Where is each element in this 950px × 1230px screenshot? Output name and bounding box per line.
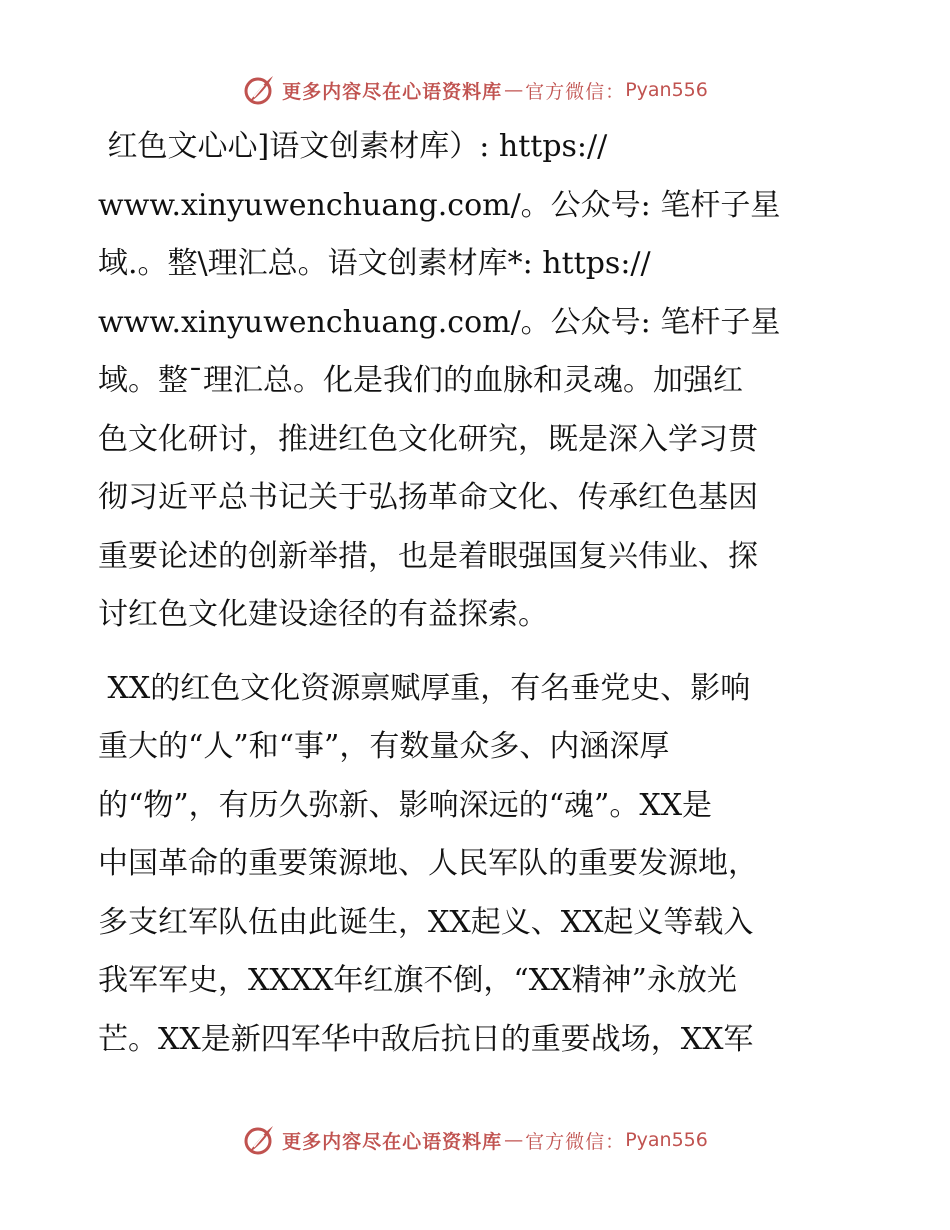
text-line: 红色文心心]语文创素材库）: https:// (98, 129, 608, 164)
text-line: 讨红色文化建设途径的有益探索。 (98, 597, 548, 632)
paragraph-2 (98, 660, 868, 1070)
text-line: XX的红色文化资源禀赋厚重，有名垂党史、影响 (98, 670, 751, 706)
banner-wechat-id: Pyan556 (625, 1129, 708, 1151)
text-line: www.xinyuwenchuang.com/。公众号: 笔杆子星 (98, 304, 781, 340)
text-line: 的“物”，有历久弥新、影响深远的“魂”。XX是 (98, 787, 713, 823)
quill-logo-icon (242, 73, 276, 107)
text-line: www.xinyuwenchuang.com/。公众号: 笔杆子星 (98, 187, 781, 223)
banner-dash: — (504, 1129, 524, 1151)
banner-main-text: 更多内容尽在心语资料库 (282, 1130, 503, 1153)
document-body (98, 118, 868, 1069)
header-banner (0, 70, 950, 110)
banner-dash: — (504, 79, 524, 101)
paragraph-1 (98, 118, 868, 645)
text-line: 域。整¯理汇总。化是我们的血脉和灵魂。加强红 (98, 363, 743, 398)
text-line: 色文化研讨，推进红色文化研究，既是深入学习贯 (98, 421, 758, 457)
text-line: 我军军史，XXXX年红旗不倒，“XX精神”永放光 (98, 963, 737, 998)
banner-wechat-id: Pyan556 (625, 79, 708, 101)
banner-wechat-label: 官方微信： (525, 1130, 626, 1153)
text-line: 重大的“人”和“事”，有数量众多、内涵深厚 (98, 729, 670, 764)
quill-logo-icon (242, 1123, 276, 1157)
footer-banner (0, 1120, 950, 1160)
text-line: 域.。整\理汇总。语文创素材库*: https:// (98, 246, 651, 281)
banner-wechat-label: 官方微信： (525, 80, 626, 103)
text-line: 彻习近平总书记关于弘扬革命文化、传承红色基因 (98, 480, 758, 515)
banner-main-text: 更多内容尽在心语资料库 (282, 80, 503, 103)
text-line: 多支红军队伍由此诞生，XX起义、XX起义等载入 (98, 904, 754, 940)
text-line: 中国革命的重要策源地、人民军队的重要发源地， (98, 846, 758, 881)
text-line: 重要论述的创新举措，也是着眼强国复兴伟业、探 (98, 538, 758, 574)
text-line: 芒。XX是新四军华中敌后抗日的重要战场，XX军 (98, 1021, 754, 1057)
